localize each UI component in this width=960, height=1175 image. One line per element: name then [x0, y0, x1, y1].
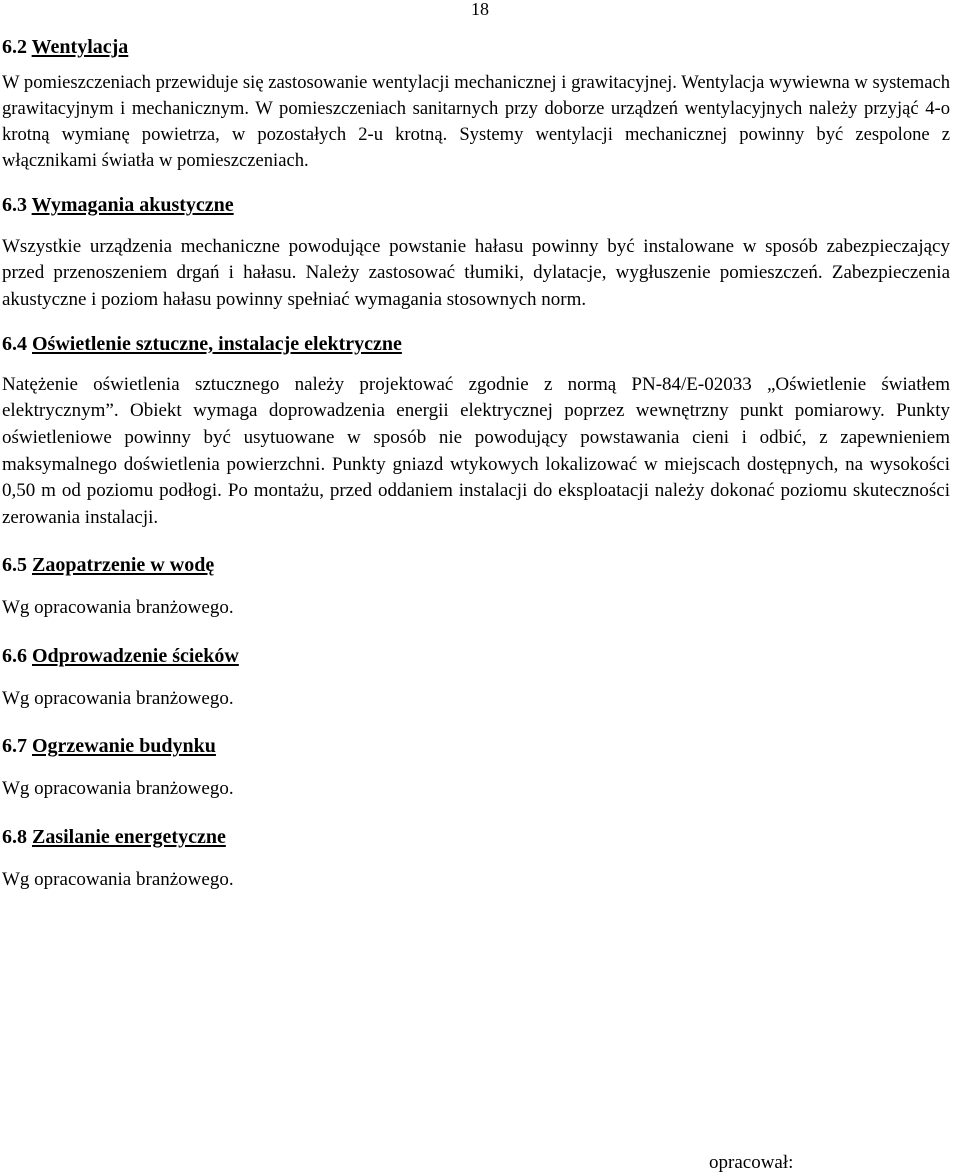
- section-title: Zaopatrzenie w wodę: [32, 554, 215, 577]
- section-paragraph: Wg opracowania branżowego.: [2, 687, 234, 709]
- section-number: 6.4: [2, 332, 27, 355]
- section-number: 6.6: [2, 644, 27, 667]
- section-heading: [2, 193, 950, 217]
- section-number: 6.3: [2, 194, 27, 216]
- page-number: 18: [471, 0, 489, 19]
- section-heading: [2, 332, 950, 356]
- section-ventilation: [2, 35, 950, 174]
- section-paragraph: Wg opracowania branżowego.: [2, 868, 234, 890]
- section-heading: [2, 553, 950, 577]
- section-heading: [2, 825, 950, 849]
- section-title: Wymagania akustyczne: [31, 194, 234, 216]
- section-power-supply: [2, 825, 950, 894]
- document-body: [2, 35, 950, 893]
- section-title: Oświetlenie sztuczne, instalacje elektryczne: [32, 332, 402, 355]
- section-lighting-electrical: [2, 332, 950, 532]
- section-number: 6.7: [2, 735, 27, 758]
- section-paragraph: Wg opracowania branżowego.: [2, 597, 234, 619]
- section-title: Ogrzewanie budynku: [32, 735, 216, 758]
- section-water-supply: [2, 553, 950, 622]
- section-title: Zasilanie energetyczne: [32, 825, 226, 848]
- section-paragraph: Natężenie oświetlenia sztucznego należy projektować zgodnie z normą PN-84/E-02033 „Oświetlenie światłem elektrycznym”. Obiekt wymaga doprowadzenia energii elektrycznej poprzez wewnętrzny punkt pomiarowy. Punkty oświetleniowe powinny być usytuowane w sposób nie powodujący powstawania cieni i odbić, z zapewnieniem maksymalnego doświetlenia powierzchni. Punkty gniazd wtykowych lokalizować w miejscach dostępnych, na wysokości 0,50 m od poziomu podłogi. Po montażu, przed oddaniem instalacji do eksploatacji należy dokonać poziomu skuteczności zerowania instalacji.: [2, 373, 950, 528]
- section-number: 6.5: [2, 554, 27, 577]
- section-number: 6.2: [2, 36, 27, 58]
- section-heading: [2, 644, 950, 668]
- section-paragraph: Wszystkie urządzenia mechaniczne powodujące powstanie hałasu powinny być instalowane w sposób zabezpieczający przed przenoszeniem drgań i hałasu. Należy zastosować tłumiki, dylatacje, wygłuszenie pomieszczeń. Zabezpieczenia akustyczne i poziom hałasu powinny spełniać wymagania stosownych norm.: [2, 236, 950, 310]
- section-number: 6.8: [2, 825, 27, 848]
- section-paragraph: Wg opracowania branżowego.: [2, 778, 234, 800]
- section-heating: [2, 734, 950, 803]
- section-acoustic-requirements: [2, 193, 950, 313]
- section-heading: [2, 734, 950, 758]
- signature-label: opracował:: [709, 1152, 794, 1173]
- section-title: Odprowadzenie ścieków: [32, 644, 239, 667]
- section-heading: [2, 35, 950, 59]
- section-sewage: [2, 644, 950, 713]
- section-title: Wentylacja: [31, 36, 129, 58]
- section-paragraph: W pomieszczeniach przewiduje się zastosowanie wentylacji mechanicznej i grawitacyjnej. Wentylacja wywiewna w systemach grawitacyjnym i mechanicznym. W pomieszczeniach sanitarnych przy doborze urządzeń wentylacyjnych należy przyjąć 4-o krotną wymianę powietrza, w pozostałych 2-u krotną. Systemy wentylacji mechanicznej powinny być zespolone z włącznikami światła w pomieszczeniach.: [2, 72, 950, 171]
